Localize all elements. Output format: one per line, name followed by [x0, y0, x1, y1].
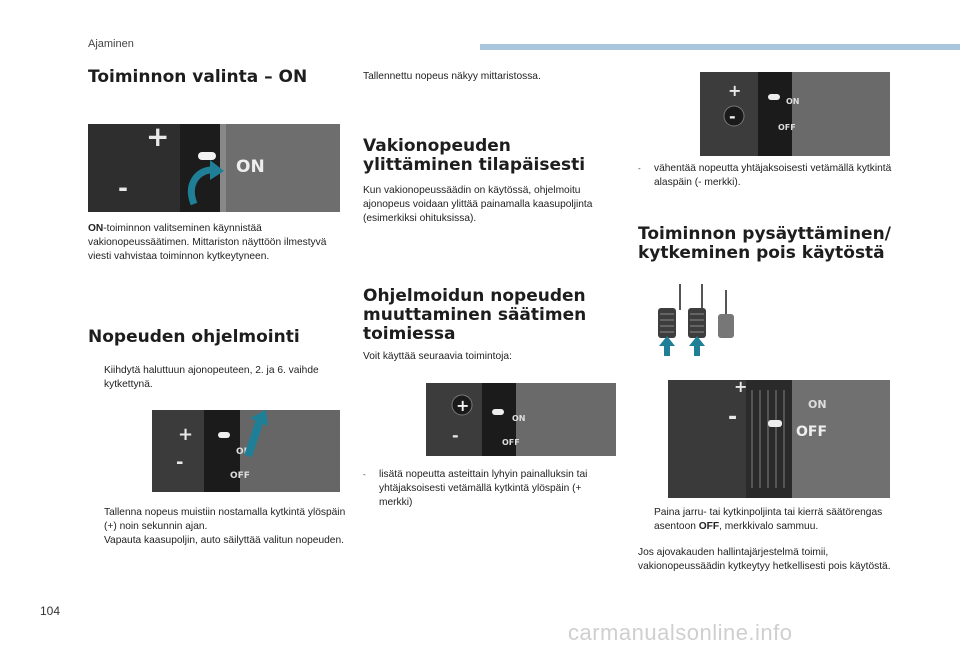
svg-text:-: -: [452, 426, 459, 445]
svg-text:ON: ON: [236, 157, 265, 177]
dash-marker: -: [363, 470, 366, 479]
options-text: Voit käyttää seuraavia toimintoja:: [363, 351, 512, 362]
svg-text:OFF: OFF: [502, 438, 520, 447]
heading-change-speed: Ohjelmoidun nopeuden muuttaminen säätimen toimiessa: [363, 286, 587, 345]
list-item-accelerate: Kiihdytä haluttuun ajonopeuteen, 2. ja 6. vaihde kytkettynä.: [88, 364, 346, 392]
svg-text:+: +: [146, 124, 170, 153]
figure-stalk-on: [88, 124, 340, 212]
svg-text:-: -: [176, 452, 184, 473]
heading-exceed-speed: Vakionopeuden ylittäminen tilapäisesti: [363, 136, 586, 176]
svg-text:OFF: OFF: [796, 424, 828, 440]
on-description: ON-toiminnon valitseminen käynnistää vakionopeussäätimen. Mittariston näyttöön ilmestyvä viesti vahvistaa toiminnon kytkeytyneen.: [88, 223, 327, 262]
svg-text:OFF: OFF: [778, 123, 796, 132]
svg-text:ON: ON: [236, 447, 252, 457]
figure-stalk-off: [668, 380, 890, 498]
stalk-program-illustration: [152, 410, 340, 492]
figure-stalk-plus: [426, 383, 616, 456]
svg-text:ON: ON: [512, 414, 526, 423]
bullet-icon: [88, 534, 98, 548]
bullet-icon: [638, 506, 648, 534]
figure-pedals: [654, 284, 738, 356]
pedals-illustration: [654, 284, 738, 356]
figure-stalk-minus: [700, 72, 890, 156]
svg-text:OFF: OFF: [230, 471, 250, 481]
list-item-increase-speed: - lisätä nopeutta asteittain lyhyin painalluksin tai yhtäjaksoisesti vetämällä kytkintä ylöspäin (+ merkki): [363, 469, 588, 508]
page-number: 104: [40, 604, 61, 618]
heading-stop-function: Toiminnon pysäyttäminen/ kytkeminen pois käytöstä: [638, 224, 891, 264]
stalk-plus-illustration: [426, 383, 616, 456]
list-item-stop-instruction: Paina jarru- tai kytkinpoljinta tai kierrä säätörengas asentoon OFF, merkkivalo sammuu.: [638, 506, 894, 534]
bullet-icon: [88, 506, 98, 534]
svg-text:ON: ON: [786, 97, 800, 106]
heading-function-on: Toiminnon valinta – ON: [88, 67, 308, 87]
svg-text:-: -: [729, 107, 736, 126]
svg-text:-: -: [118, 174, 128, 202]
list-item-save-speed: Tallenna nopeus muistiin nostamalla kytkintä ylöspäin (+) noin sekunnin ajan.: [88, 506, 346, 534]
stalk-off-illustration: [668, 380, 890, 498]
bullet-icon: [88, 364, 98, 392]
svg-text:+: +: [456, 396, 470, 415]
svg-text:+: +: [734, 380, 748, 396]
dash-marker: -: [638, 164, 641, 173]
section-label: Ajaminen: [88, 38, 134, 50]
site-watermark: carmanualsonline.info: [568, 620, 793, 645]
exceed-description: Kun vakionopeussäädin on käytössä, ohjelmoitu ajonopeus voidaan ylittää painamalla kaasupoljinta (esimerkiksi ohituksissa).: [363, 185, 593, 224]
list-item-decrease-speed: - vähentää nopeutta yhtäjaksoisesti vetämällä kytkintä alaspäin (- merkki).: [638, 163, 892, 188]
svg-text:+: +: [728, 81, 742, 100]
saved-speed-text: Tallennettu nopeus näkyy mittaristossa.: [363, 71, 541, 82]
heading-speed-programming: Nopeuden ohjelmointi: [88, 327, 300, 347]
svg-text:+: +: [178, 424, 194, 445]
list-item-release-pedal: Vapauta kaasupoljin, auto säilyttää valitun nopeuden.: [88, 534, 346, 548]
figure-stalk-program: [152, 410, 340, 492]
stability-note: Jos ajovakauden hallintajärjestelmä toimii, vakionopeussäädin kytkeytyy hetkellisesti pois käytöstä.: [638, 547, 891, 572]
stalk-on-illustration: [88, 124, 340, 212]
svg-text:-: -: [728, 405, 738, 430]
svg-text:ON: ON: [808, 398, 827, 411]
stalk-minus-illustration: [700, 72, 890, 156]
header-accent-bar: [480, 44, 960, 50]
